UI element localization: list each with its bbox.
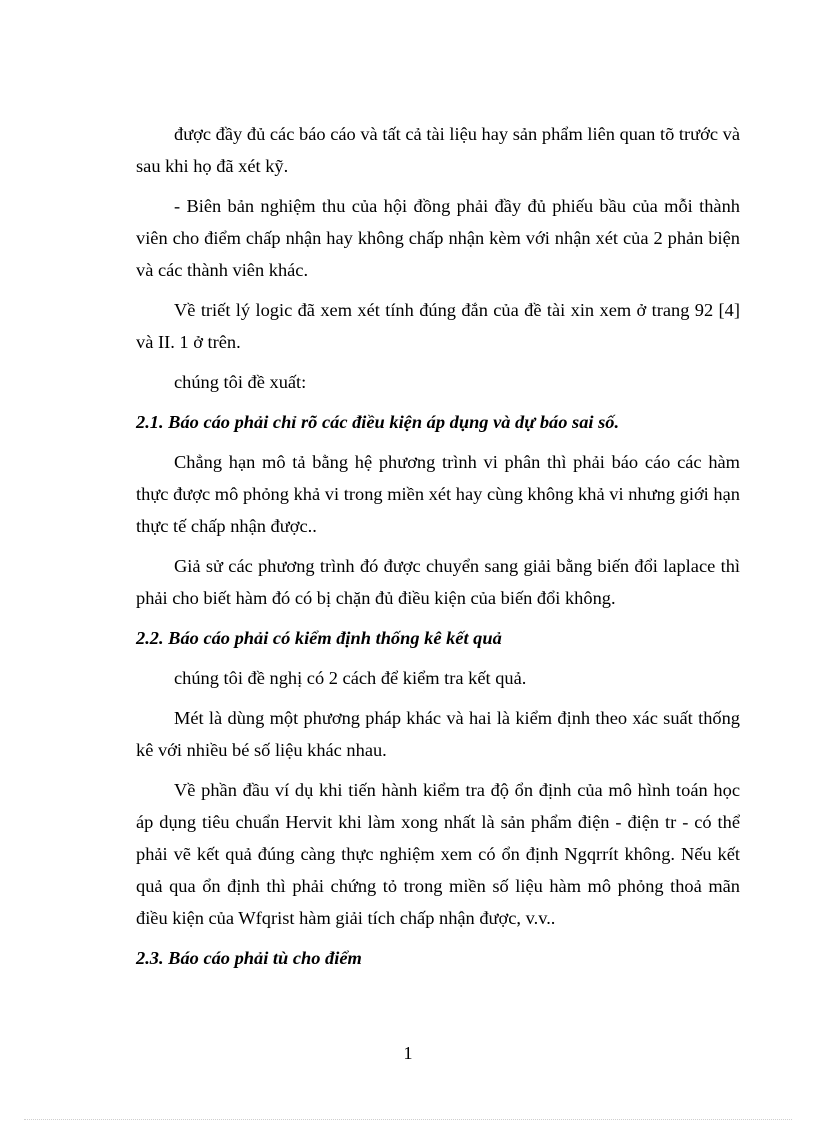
page-bottom-divider xyxy=(24,1119,792,1120)
paragraph-7: chúng tôi đề nghị có 2 cách để kiểm tra kết quả. xyxy=(174,668,527,688)
page-number: 1 xyxy=(403,1043,413,1063)
page-body xyxy=(136,118,740,982)
section-heading-2-3: 2.3. Báo cáo phải tù cho điểm xyxy=(136,948,362,968)
section-heading-2-1: 2.1. Báo cáo phải chỉ rõ các điều kiện áp dụng và dự báo sai số. xyxy=(136,412,620,432)
paragraph-1: được đầy đủ các báo cáo và tất cả tài liệu hay sản phẩm liên quan tõ trước và sau khi họ đã xét kỹ. xyxy=(136,124,740,176)
paragraph-4: chúng tôi đề xuất: xyxy=(174,372,307,392)
section-heading-2-2: 2.2. Báo cáo phải có kiểm định thống kê kết quả xyxy=(136,628,502,648)
paragraph-6: Giả sử các phương trình đó được chuyển sang giải bằng biến đổi laplace thì phải cho biết hàm đó có bị chặn đủ điều kiện của biến đổi không. xyxy=(136,556,740,608)
paragraph-5: Chẳng hạn mô tả bằng hệ phương trình vi phân thì phải báo cáo các hàm thực được mô phỏng khả vi trong miền xét hay cùng không khả vi nhưng giới hạn thực tế chấp nhận được.. xyxy=(136,452,740,536)
paragraph-8: Mét là dùng một phương pháp khác và hai là kiểm định theo xác suất thống kê với nhiều bé số liệu khác nhau. xyxy=(136,708,740,760)
paragraph-9: Về phần đầu ví dụ khi tiến hành kiểm tra độ ổn định của mô hình toán học áp dụng tiêu chuẩn Hervit khi làm xong nhất là sản phẩm điện - điện tr - có thể phải vẽ kết quả đúng càng thực nghiệm xem có ổn định Ngqrrít không. Nếu kết quả qua ổn định thì phải chứng tỏ trong miền số liệu hàm mô phỏng thoả mãn điều kiện của Wfqrist hàm giải tích chấp nhận được, v.v.. xyxy=(136,780,740,928)
paragraph-2: - Biên bản nghiệm thu của hội đồng phải đầy đủ phiếu bầu của mỗi thành viên cho điểm chấp nhận hay không chấp nhận kèm với nhận xét của 2 phản biện và các thành viên khác. xyxy=(136,196,740,280)
paragraph-3: Về triết lý logic đã xem xét tính đúng đắn của đề tài xin xem ở trang 92 [4] và II. 1 ở trên. xyxy=(136,300,740,352)
